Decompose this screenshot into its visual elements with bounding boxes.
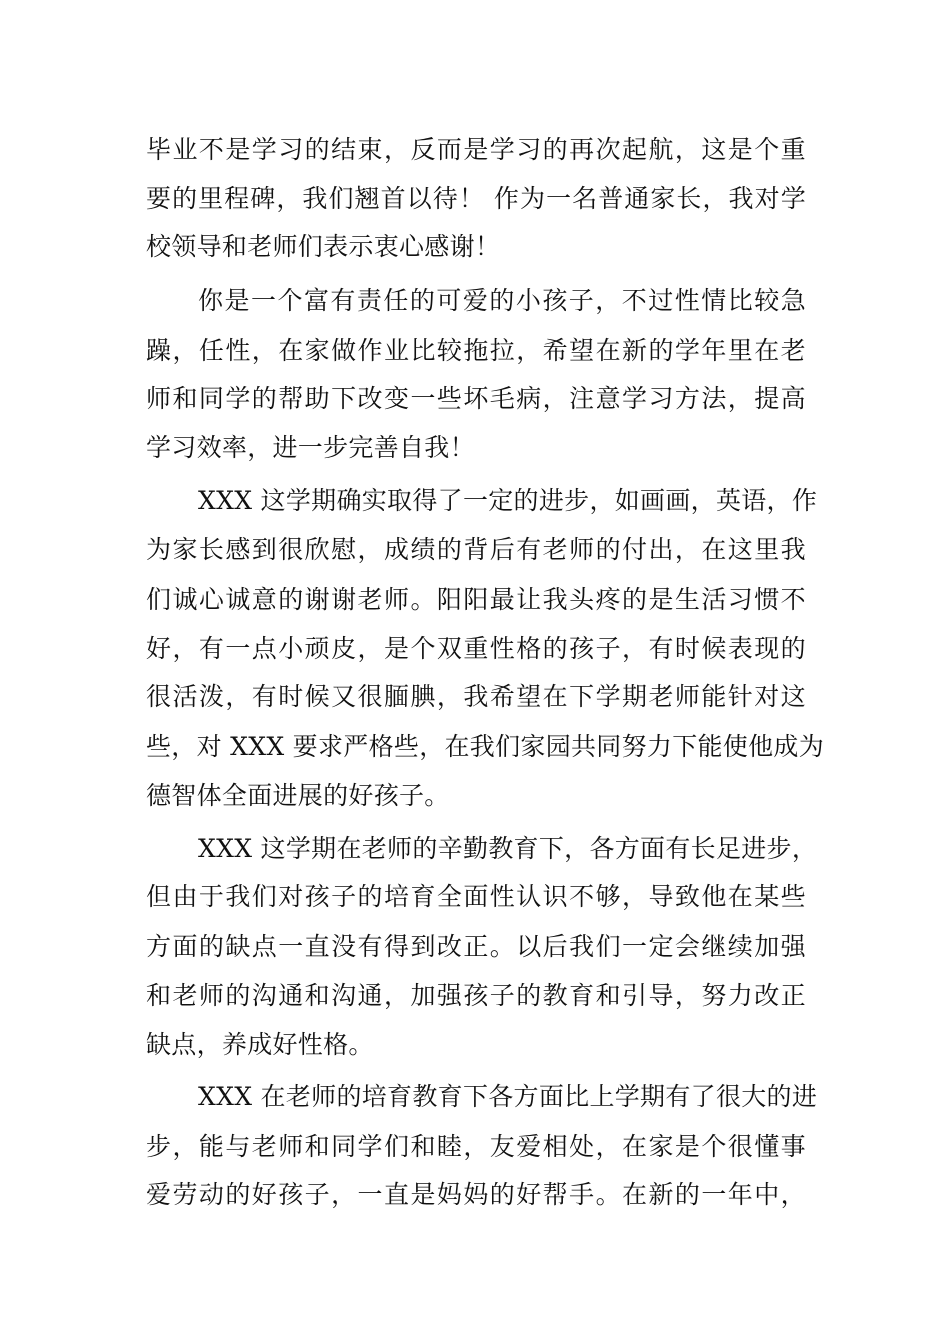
paragraph-4-line-1: XXX 这学期在老师的辛勤教育下，各方面有长足进步，: [198, 834, 818, 863]
paragraph-1-line-3: 校领导和老师们表示衷心感谢！: [146, 232, 501, 261]
paragraph-5-line-1: XXX 在老师的培育教育下各方面比上学期有了很大的进: [198, 1082, 818, 1111]
paragraph-1-line-1: 毕业不是学习的结束，反而是学习的再次起航，这是个重: [146, 135, 806, 164]
paragraph-5-line-3: 爱劳动的好孩子，一直是妈妈的好帮手。在新的一年中，: [146, 1180, 806, 1209]
paragraph-3-line-6: 些，对 XXX 要求严格些，在我们家园共同努力下能使他成为: [146, 732, 824, 761]
paragraph-2-line-4: 学习效率，进一步完善自我！: [146, 433, 475, 462]
paragraph-4-line-2: 但由于我们对孩子的培育全面性认识不够，导致他在某些: [146, 882, 806, 911]
paragraph-4-line-4: 和老师的沟通和沟通，加强孩子的教育和引导，努力改正: [146, 981, 806, 1010]
paragraph-3-line-5: 很活泼，有时候又很腼腆，我希望在下学期老师能针对这: [146, 682, 806, 711]
paragraph-2-line-1: 你是一个富有责任的可爱的小孩子，不过性情比较急: [198, 286, 806, 315]
paragraph-4-line-3: 方面的缺点一直没有得到改正。以后我们一定会继续加强: [146, 932, 806, 961]
paragraph-4-line-5: 缺点，养成好性格。: [146, 1030, 374, 1059]
paragraph-1-line-2: 要的里程碑，我们翘首以待！ 作为一名普通家长，我对学: [146, 184, 806, 213]
paragraph-5-line-2: 步，能与老师和同学们和睦，友爱相处，在家是个很懂事: [146, 1132, 806, 1161]
paragraph-2-line-2: 躁，任性，在家做作业比较拖拉，希望在新的学年里在老: [146, 336, 806, 365]
paragraph-3-line-3: 们诚心诚意的谢谢老师。阳阳最让我头疼的是生活习惯不: [146, 585, 806, 614]
paragraph-2-line-3: 师和同学的帮助下改变一些坏毛病，注意学习方法，提高: [146, 384, 806, 413]
paragraph-3-line-7: 德智体全面进展的好孩子。: [146, 781, 450, 810]
paragraph-3-line-2: 为家长感到很欣慰，成绩的背后有老师的付出，在这里我: [146, 535, 806, 564]
paragraph-3-line-4: 好，有一点小顽皮，是个双重性格的孩子，有时候表现的: [146, 634, 806, 663]
paragraph-3-line-1: XXX 这学期确实取得了一定的进步，如画画，英语，作: [198, 486, 818, 515]
